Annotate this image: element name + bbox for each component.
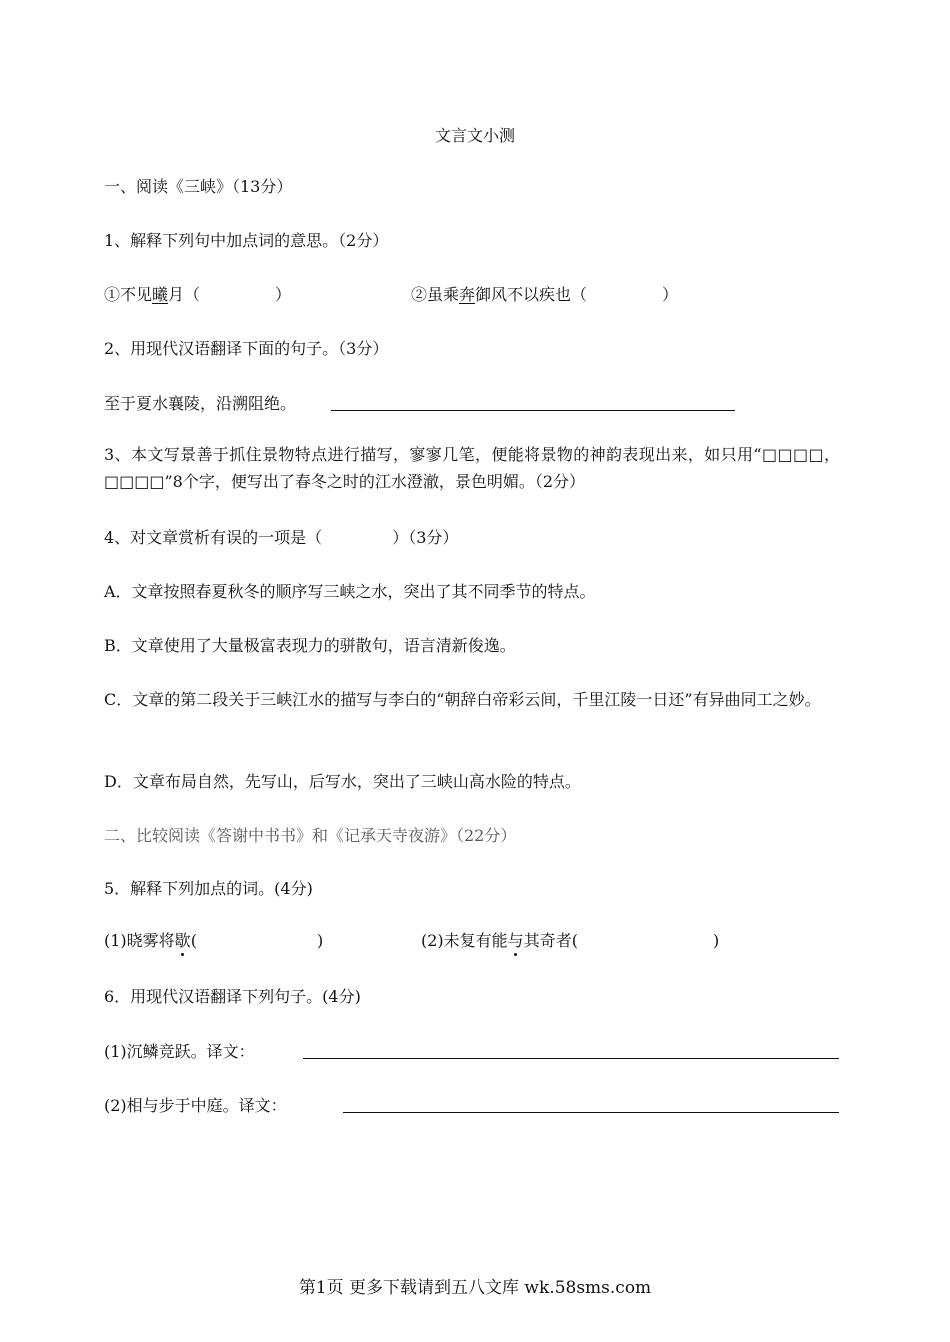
question-1-prompt: 1、解释下列句中加点词的意思。（2分） [104, 231, 389, 250]
q5-item2-word: 与 [507, 931, 524, 950]
q5-item1-word: 歇 [174, 931, 191, 950]
q1-item1-post: 月（ [168, 285, 201, 304]
option-a: A．文章按照春夏秋冬的顺序写三峡之水，突出了其不同季节的特点。 [104, 582, 596, 601]
question-2-sentence: 至于夏水襄陵，沿溯阻绝。 [104, 394, 297, 413]
q5-item2-post: 其奇者( [523, 931, 578, 950]
question-1-item-1 [104, 285, 291, 305]
q4-prompt-post: ）（3分） [392, 528, 459, 547]
question-6-prompt: 6．用现代汉语翻译下列句子。(4分) [104, 987, 361, 1006]
q1-item1-close: ） [275, 285, 292, 304]
question-6-item-2: (2)相与步于中庭。译文： [104, 1096, 287, 1115]
q2-answer-line[interactable] [331, 410, 735, 411]
q5-item1-close: ) [316, 931, 324, 950]
q5-item1-pre: (1)晓雾将 [104, 931, 175, 950]
option-c: C．文章的第二段关于三峡江水的描写与李白的“朝辞白帝彩云间，千里江陵一日还”有异曲同工之妙。 [104, 690, 821, 709]
q1-item2-pre: ②虽乘 [411, 285, 460, 304]
page-title: 文言文小测 [434, 126, 515, 145]
q5-item1-post: ( [190, 931, 197, 950]
section2-heading: 二、比较阅读《答谢中书书》和《记承天寺夜游》（22分） [104, 826, 517, 845]
q1-item1-word: 曦 [152, 285, 169, 304]
question-5-item-2 [421, 931, 719, 951]
q6-item1-answer-line[interactable] [303, 1058, 839, 1059]
question-3-text: 3、本文写景善于抓住景物特点进行描写，寥寥几笔，便能将景物的神韵表现出来，如只用“□□□□，□□□□”8个字，便写出了春冬之时的江水澄澈，景色明媚。（2分） [104, 445, 840, 491]
q1-item2-word: 奔 [459, 285, 476, 304]
question-1-item-2 [411, 285, 678, 305]
question-4-prompt [104, 528, 458, 548]
q1-item2-close: ） [662, 285, 679, 304]
question-2-prompt: 2、用现代汉语翻译下面的句子。（3分） [104, 339, 389, 358]
question-5-item-1 [104, 931, 323, 951]
section1-heading: 一、阅读《三峡》（13分） [104, 177, 293, 196]
q5-item2-close: ) [712, 931, 720, 950]
q1-item2-post: 御风不以疾也（ [475, 285, 588, 304]
q1-item1-pre: ①不见 [104, 285, 153, 304]
option-b: B．文章使用了大量极富表现力的骈散句，语言清新俊逸。 [104, 636, 516, 655]
q4-prompt-pre: 4、对文章赏析有误的一项是（ [104, 528, 323, 547]
page-footer: 第1页 更多下载请到五八文库 wk.58sms.com [298, 1278, 652, 1298]
question-6-item-1: (1)沉鳞竞跃。译文： [104, 1042, 255, 1061]
question-5-prompt: 5．解释下列加点的词。(4分) [104, 879, 313, 898]
q5-item2-pre: (2)未复有能 [421, 931, 508, 950]
q6-item2-answer-line[interactable] [343, 1112, 839, 1113]
option-d: D．文章布局自然，先写山，后写水，突出了三峡山高水险的特点。 [104, 772, 581, 791]
